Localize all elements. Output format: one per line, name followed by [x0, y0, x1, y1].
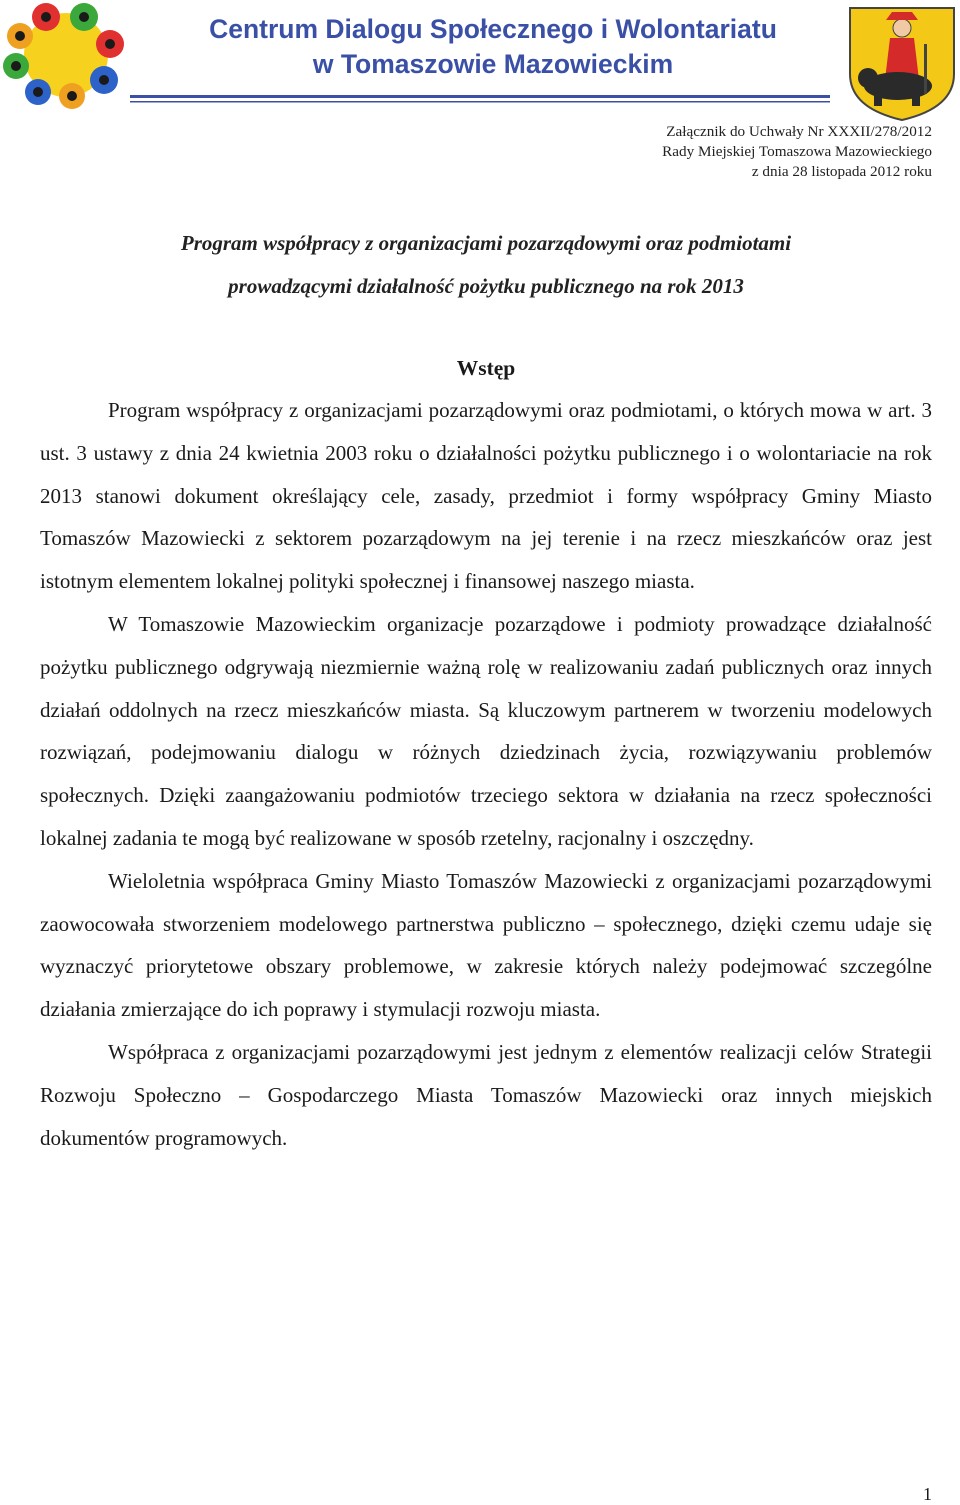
paragraph: Wieloletnia współpraca Gminy Miasto Tomaszów Mazowiecki z organizacjami pozarządowymi zaowocowała stworzeniem modelowego partnerstwa publiczno – społecznego, dzięki czemu udaje się wyznaczyć priorytetowe obszary problemowe, w zakresie których należy podejmować szczególne działania zmierzające do ich poprawy i stymulacji rozwoju miasta. — [40, 868, 932, 1022]
section-heading: Wstęp — [456, 356, 516, 380]
paragraph: Współpraca z organizacjami pozarządowymi jest jednym z elementów realizacji celów Strategii Rozwoju Społeczno – Gospodarczego Miasta Tomaszów Mazowiecki oraz innych miejskich dokumentów programowych. — [40, 1039, 932, 1150]
paragraph: Program współpracy z organizacjami pozarządowymi oraz podmiotami, o których mowa w art. 3 ust. 3 ustawy z dnia 24 kwietnia 2003 roku o działalności pożytku publicznego i o wolontariacie na rok 2013 stanowi dokument określający cele, zasady, przedmiot i formy współpracy Gminy Miasto Tomaszów Mazowiecki z sektorem pozarządowym na jej terenie i na rzecz mieszkańców oraz jest istotnym elementem lokalnej polityki społecznej i finansowej naszego miasta. — [40, 398, 932, 594]
document-title-line1: Program współpracy z organizacjami pozarządowymi oraz podmiotami — [180, 231, 792, 255]
page-number: 1 — [923, 1484, 932, 1504]
annex-note — [662, 122, 932, 182]
header-rule — [130, 93, 830, 105]
coat-of-arms-icon — [846, 4, 958, 122]
annex-line1: Załącznik do Uchwały Nr XXXII/278/2012 — [666, 123, 932, 140]
colored-circles-logo — [2, 0, 130, 110]
document-title — [40, 222, 932, 308]
paragraph: W Tomaszowie Mazowieckim organizacje pozarządowe i podmioty prowadzące działalność pożytku publicznego odgrywają niezmiernie ważną rolę w realizowaniu zadań publicznych oraz innych działań oddolnych na rzecz mieszkańców miasta. Są kluczowym partnerem w tworzeniu modelowych rozwiązań, podejmowaniu dialogu w różnych dziedzinach życia, rozwiązywaniu problemów społecznych. Dzięki zaangażowaniu podmiotów trzeciego sektora w działania na rzecz społeczności lokalnej zadania te mogą być realizowane w sposób rzetelny, racjonalny i oszczędny. — [40, 611, 932, 850]
annex-line3: z dnia 28 listopada 2012 roku — [751, 163, 932, 180]
organization-name — [168, 12, 818, 82]
organization-name-line1: Centrum Dialogu Społecznego i Wolontariatu — [209, 14, 777, 44]
document-title-line2: prowadzącymi działalność pożytku publicznego na rok 2013 — [228, 274, 744, 298]
body-text — [40, 389, 932, 1159]
annex-line2: Rady Miejskiej Tomaszowa Mazowieckiego — [662, 143, 932, 160]
organization-name-line2: w Tomaszowie Mazowieckim — [312, 49, 674, 79]
